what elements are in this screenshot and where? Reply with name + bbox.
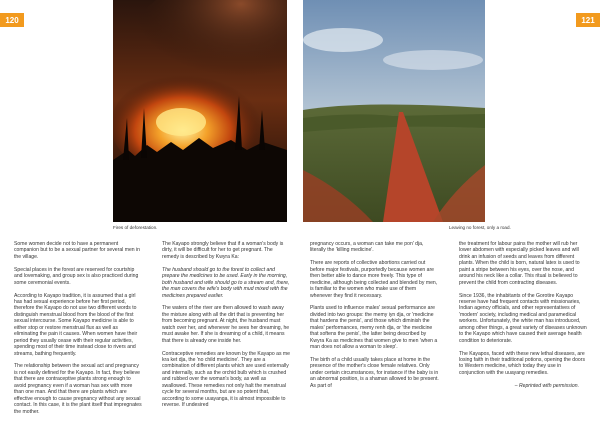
paragraph: the treatment for labour pains the mother will rub her lower abdomen with especially picked leaves and will drink an infusion of seeds and leaves from different plants. When the child is born, natural latex is used to paint a stripe between his eyes, over the nose, and around his neck like a collar. This ritual is believed to prevent the child from contracting diseases. <box>459 241 580 286</box>
paragraph: Some women decide not to have a permanent companion but to be a sexual partner for several men in the village. <box>14 241 141 260</box>
text-column-3 <box>310 241 439 396</box>
paragraph: Contraceptive remedies are known by the Kayapo as me kra ket dja, the 'no child medicine'. They are a combination of different plants which are used externally and internally, such as the orchid bulb which is crushed and rubbed over the woman's body, as well as swallowed. These remedies not only halt the menstrual cycle for several months, but are so potent that, according to some uuayanga, it is almost impossible to reverse. If undesired <box>162 350 290 409</box>
page-number-left: 120 <box>0 13 24 27</box>
photo-caption-right: Leaving no forest, only a road. <box>449 225 511 230</box>
photo-caption-left: Fires of deforestation. <box>113 225 158 230</box>
paragraph: The relationship between the sexual act and pregnancy is not easily defined for the Kayapo. In fact, they believe that there are contraceptive plants strong enough to avoid pregnancy even if a woman has sex with more than one man. And that there are plants which are effective enough to cause pregnancy without any sexual contact. In this case, it is the plant itself that impregnates the mother. <box>14 363 142 415</box>
paragraph: The birth of a child usually takes place at home in the presence of the mother's close female relatives. Only under certain circumstances, for instance if the baby is in an abnormal position, is a shaman allowed to be present. As part of <box>310 356 439 389</box>
paragraph: pregnancy occurs, a woman can take me pon' dja, literally the 'killing medicine'. <box>310 241 424 254</box>
paragraph: The Kayapo strongly believe that if a woman's body is dirty, it will be difficult for her to get pregnant. The remedy is described by Kwyra Ka: <box>162 241 284 260</box>
paragraph: The waters of the river are then allowed to wash away the mixture along with all the dirt that is preventing her from becoming pregnant. At night, the husband must watch over her, and whenever he sees her dreaming, he must awake her. If she is dreaming of a child, it means that there is already one inside her. <box>162 305 290 344</box>
quoted-paragraph: The husband should go to the forest to collect and prepare the medicines to be used. Early in the morning, both husband and wife should go to a stream and, there, the man covers the wife's body with mud mixed with the medicines prepared earlier. <box>162 266 290 299</box>
paragraph: Since 1936, the inhabitants of the Gorotire Kayapo reserve have had frequent contacts with missionaries, Indian agency officials, and other representatives of 'modern' society, including medical and paramedical workers. Unfortunately, the white man has introduced, among other things, a great variety of diseases unknown to the Kayapo which have caused their average health condition to deteriorate. <box>459 292 587 344</box>
page-number-right: 121 <box>576 13 600 27</box>
paragraph: According to Kayapo tradition, it is assumed that a girl has had sexual experience before her first period, therefore the Kayapo do not use two different words to distinguish menstrual blood from the blood of the first sexual intercourse. Some Kayapo medicine is able to either stop or restore menstrual flux as well as eliminating the pain it causes. When women have their period they usually cease with their regular activities, spending most of their time instead close to rivers and streams, bathing frequently. <box>14 292 138 357</box>
text-column-2 <box>162 241 291 415</box>
text-column-1 <box>14 241 143 421</box>
paragraph: The Kayapos, faced with these new lethal diseases, are losing faith in their traditional potions, opening the doors to Western medicine, which today they use in conjunction with the uuayang remedies. <box>459 350 586 376</box>
paragraph: There are reports of collective abortions carried out before major festivals, purportedly because women are then better able to dance more freely. This type of medicine, although being collected and blended by men, is familiar to the women who make use of them whenever they find it necessary. <box>310 260 438 299</box>
paragraph: Special places in the forest are reserved for courtship and lovemaking, and group sex is also practiced during some ceremonial events. <box>14 266 139 286</box>
text-column-4 <box>459 241 587 396</box>
cleared-road-photo <box>303 0 485 222</box>
reprint-credit: – Reprinted with permission. <box>514 382 579 389</box>
deforestation-fire-photo <box>113 0 287 222</box>
paragraph: Plants used to influence males' sexual performance are divided into two groups: the memy iyn dja, or 'medicine that hardens the penis', and those which diminish the males' performances, memy renh dja, or 'the medicine that softens the penis', the latter being described by Kwyra Ka as medicines that women give to men 'when a man does not allow a woman to sleep'. <box>310 305 438 351</box>
